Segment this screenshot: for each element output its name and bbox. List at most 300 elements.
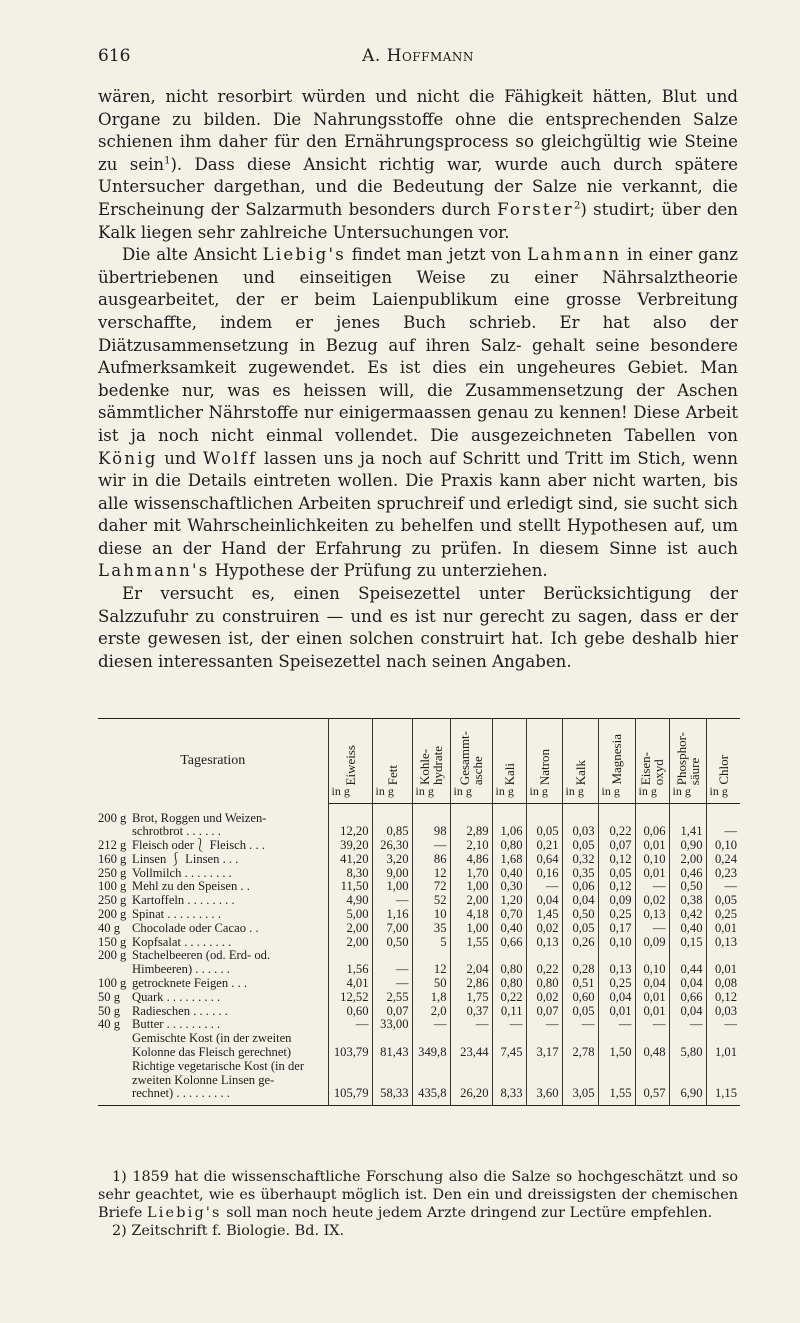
table-cell: 8,33 (492, 1087, 526, 1105)
table-cell: 5,00 (328, 908, 372, 922)
table-cell (598, 804, 635, 826)
table-cell: — (562, 1018, 598, 1032)
row-quantity: 100 g (98, 976, 127, 991)
column-label: Kohle- hydrate (417, 746, 445, 785)
row-label (98, 1074, 328, 1088)
table-cell: 0,02 (526, 991, 562, 1005)
row-food: schrotbrot . . . . . . (132, 824, 221, 839)
table-cell: 0,28 (562, 963, 598, 977)
table-cell: 0,12 (598, 880, 635, 894)
table-cell: 0,01 (635, 991, 669, 1005)
row-label (98, 825, 328, 839)
table-cell: 0,40 (492, 867, 526, 881)
row-quantity: 160 g (98, 851, 127, 866)
table-cell: 0,04 (669, 977, 706, 991)
table-cell (328, 1074, 372, 1088)
paragraph-2: Die alte Ansicht Liebig's findet man jetzt von Lahmann in einer ganz übertriebenen und einseitigen Weise zu einer Nährsalztheorie ausgearbeitet, der er beim Laienpublikum eine grosse Verbreitung verschaffte, indem er jenes Buch schrieb. Er hat also der Diätzusammensetzung in Bezug auf ihren Salz- gehalt seine besondere Aufmerksamkeit zugewendet. Es ist dies ein ungeheures Gebiet. Man bedenke nur, was es heissen will, die Zusammensetzung der Aschen sämmtlicher Nährstoffe nur einigermaassen genau zu kennen! Diese Arbeit ist ja noch nicht einmal vollendet. Die ausgezeichneten Tabellen von König und Wolff lassen uns ja noch auf Schritt und Tritt im Stich, wenn wir in die Details eintreten wollen. Die Praxis kann aber nicht warten, bis alle wissenschaftlichen Arbeiten spruchreif und erledigt sind, sie sucht sich daher mit Wahrscheinlichkeiten zu behelfen und stellt Hypothesen auf, um diese an der Hand der Erfahrung zu prüfen. In diesem Sinne ist auch Lahmann's Hypothese der Prüfung zu unterziehen. (98, 245, 739, 581)
table-cell: 1,45 (526, 908, 562, 922)
table-cell: 0,05 (562, 839, 598, 853)
table-cell (598, 949, 635, 963)
row-food: Gemischte Kost (in der zweiten (132, 1031, 292, 1046)
running-header (98, 46, 738, 68)
table-cell: — (635, 922, 669, 936)
table-cell: 0,60 (328, 1005, 372, 1019)
table-cell: 2,00 (328, 936, 372, 950)
body-text (98, 86, 738, 673)
table-cell: 0,44 (669, 963, 706, 977)
footnotes (98, 1168, 738, 1240)
table-cell (412, 1074, 450, 1088)
table-cell: 0,03 (562, 825, 598, 839)
row-food: Himbeeren) . . . . . . (132, 962, 230, 977)
table-cell: 41,20 (328, 853, 372, 867)
unit-label: in g (526, 785, 562, 804)
table-cell (492, 1074, 526, 1088)
table-cell (412, 1032, 450, 1046)
table-cell: 0,50 (669, 880, 706, 894)
table-cell (372, 949, 412, 963)
table-cell: 2,00 (328, 922, 372, 936)
table-cell (635, 804, 669, 826)
row-food: Stachelbeeren (od. Erd- od. (132, 948, 271, 963)
table-cell: 0,26 (562, 936, 598, 950)
row-label (98, 991, 328, 1005)
table-cell: 0,25 (706, 908, 740, 922)
footnote-1: 1) 1859 hat die wissenschaftliche Forschung also die Salze so hochgeschätzt und so sehr geachtet, wie es überhaupt möglich ist. Den ein und dreissigsten der chemischen Briefe Liebig's soll man noch heute jedem Arzte dringend zur Lectüre empfehlen. (98, 1169, 738, 1221)
column-label: Eisen- oxyd (638, 751, 666, 785)
table-cell (450, 1032, 492, 1046)
table-cell (492, 1060, 526, 1074)
table-cell: 1,75 (450, 991, 492, 1005)
table-cell: 2,00 (450, 894, 492, 908)
table-cell: 1,00 (372, 880, 412, 894)
paragraph-1: wären, nicht resorbirt würden und nicht die Fähigkeit hätten, Blut und Organe zu bilden. Die Nahrungsstoffe ohne die entsprechenden Salze schienen ihm daher für den Ernährungsprocess so gleichgültig wie Steine zu sein$^1$). Dass diese Ansicht richtig war, wurde auch durch spätere Untersucher dargethan, und die Bedeutung der Salze nie verkannt, die Erscheinung der Salzarmuth besonders durch Forster$^2$) studirt; über den Kalk liegen sehr zahlreiche Untersuchungen vor. (98, 87, 738, 242)
table-cell: 0,01 (635, 867, 669, 881)
unit-label: in g (562, 785, 598, 804)
column-header (526, 719, 562, 786)
table-cell: 0,22 (526, 963, 562, 977)
table-cell: 4,01 (328, 977, 372, 991)
table-cell: 2,00 (669, 853, 706, 867)
table-cell: 0,04 (635, 977, 669, 991)
table-cell: — (372, 963, 412, 977)
table-cell: 12,20 (328, 825, 372, 839)
table-cell: — (706, 825, 740, 839)
row-label (98, 922, 328, 936)
table-cell: 52 (412, 894, 450, 908)
table-cell: 7,45 (492, 1046, 526, 1060)
table-cell: 7,00 (372, 922, 412, 936)
table-row (98, 853, 740, 867)
table-cell: 86 (412, 853, 450, 867)
table-cell: 0,90 (669, 839, 706, 853)
table-cell (492, 804, 526, 826)
table-cell (526, 1060, 562, 1074)
column-header (372, 719, 412, 786)
table-cell (635, 1060, 669, 1074)
table-cell: 0,03 (706, 1005, 740, 1019)
table-row (98, 1060, 740, 1074)
table-cell: — (412, 1018, 450, 1032)
table-cell: 0,10 (635, 963, 669, 977)
row-label (98, 894, 328, 908)
table-cell (492, 1032, 526, 1046)
table-row (98, 804, 740, 826)
table-cell: 0,23 (706, 867, 740, 881)
table-cell: 0,06 (635, 825, 669, 839)
table-row (98, 1032, 740, 1046)
table-cell: 0,48 (635, 1046, 669, 1060)
row-food: Mehl zu den Speisen . . (132, 879, 250, 894)
table-cell: 1,56 (328, 963, 372, 977)
column-header (328, 719, 372, 786)
table-cell: 0,24 (706, 853, 740, 867)
table-cell: 0,07 (526, 1005, 562, 1019)
table-cell: 50 (412, 977, 450, 991)
table-cell: 0,13 (598, 963, 635, 977)
table-cell: 5 (412, 936, 450, 950)
row-food: Kopfsalat . . . . . . . . (132, 934, 232, 949)
column-header (706, 719, 740, 786)
table-cell: 98 (412, 825, 450, 839)
table-cell: 0,17 (598, 922, 635, 936)
table-cell (562, 1032, 598, 1046)
row-food: Linsen ⎰ Linsen . . . (132, 851, 239, 866)
unit-label: in g (492, 785, 526, 804)
row-food: Richtige vegetarische Kost (in der (132, 1058, 305, 1073)
table-cell: 0,22 (598, 825, 635, 839)
table-cell: 39,20 (328, 839, 372, 853)
row-label (98, 908, 328, 922)
table-cell: 0,12 (598, 853, 635, 867)
table-cell: 0,60 (562, 991, 598, 1005)
unit-label: in g (669, 785, 706, 804)
table-cell: 0,21 (526, 839, 562, 853)
table-cell: 1,50 (598, 1046, 635, 1060)
table-cell: — (669, 1018, 706, 1032)
author-name-liebig: Liebig's (262, 245, 346, 265)
table-cell (526, 949, 562, 963)
table-cell: 1,00 (450, 880, 492, 894)
table-cell (635, 1074, 669, 1088)
table-cell: 11,50 (328, 880, 372, 894)
table-cell: 0,38 (669, 894, 706, 908)
table-cell: — (635, 1018, 669, 1032)
table-cell: 0,01 (598, 1005, 635, 1019)
row-quantity: 40 g (98, 1017, 121, 1032)
column-header (635, 719, 669, 786)
column-label: Kalk (572, 759, 588, 785)
table-cell: 23,44 (450, 1046, 492, 1060)
table-cell: 105,79 (328, 1087, 372, 1105)
table-row (98, 894, 740, 908)
table-cell: 0,10 (706, 839, 740, 853)
table-cell: 0,04 (669, 1005, 706, 1019)
table-cell: 0,37 (450, 1005, 492, 1019)
table-cell (328, 1032, 372, 1046)
table-cell: 10 (412, 908, 450, 922)
table-cell: 1,20 (492, 894, 526, 908)
table-cell (372, 1060, 412, 1074)
row-label (98, 1005, 328, 1019)
table-cell: 0,01 (635, 839, 669, 853)
table-cell: 0,15 (669, 936, 706, 950)
table-row (98, 867, 740, 881)
table-cell: 1,00 (450, 922, 492, 936)
author-name-forster: Forster (497, 199, 574, 219)
row-label (98, 1018, 328, 1032)
table-row (98, 936, 740, 950)
table-cell: 81,43 (372, 1046, 412, 1060)
row-label (98, 1046, 328, 1060)
table-cell (450, 804, 492, 826)
column-header (562, 719, 598, 786)
footnote-author-liebig: Liebig's (147, 1205, 222, 1221)
author-name-koenig: König (98, 448, 158, 468)
table-row (98, 1018, 740, 1032)
table-cell: 0,80 (492, 977, 526, 991)
row-label (98, 949, 328, 963)
table-cell: 0,06 (562, 880, 598, 894)
table-cell: 0,08 (706, 977, 740, 991)
table-cell: 0,04 (526, 894, 562, 908)
table-cell: 0,42 (669, 908, 706, 922)
table-cell: 0,25 (598, 977, 635, 991)
table-cell: 0,51 (562, 977, 598, 991)
table-cell (635, 1032, 669, 1046)
table-row (98, 839, 740, 853)
row-food: Chocolade oder Cacao . . (132, 920, 259, 935)
table-cell: 9,00 (372, 867, 412, 881)
row-food: rechnet) . . . . . . . . . (132, 1086, 230, 1101)
footnote-2: 2) Zeitschrift f. Biologie. Bd. IX. (112, 1223, 345, 1239)
table-cell: 0,02 (526, 922, 562, 936)
table-cell: 3,05 (562, 1087, 598, 1105)
row-quantity: 200 g (98, 810, 127, 825)
table-cell: 26,20 (450, 1087, 492, 1105)
table-cell: — (328, 1018, 372, 1032)
row-quantity: 200 g (98, 948, 127, 963)
table-cell: 4,86 (450, 853, 492, 867)
table-cell (635, 949, 669, 963)
row-label (98, 867, 328, 881)
table-cell: 0,80 (492, 839, 526, 853)
table-cell (526, 1074, 562, 1088)
table-cell: 349,8 (412, 1046, 450, 1060)
table-cell (450, 1074, 492, 1088)
row-food: Kolonne das Fleisch gerechnet) (132, 1045, 292, 1060)
unit-label: in g (635, 785, 669, 804)
table-cell: 0,40 (669, 922, 706, 936)
table-cell: 0,05 (526, 825, 562, 839)
table-cell: 0,70 (492, 908, 526, 922)
table-row (98, 963, 740, 977)
table-cell (492, 949, 526, 963)
table-cell (372, 1074, 412, 1088)
row-label (98, 880, 328, 894)
table-cell: 2,78 (562, 1046, 598, 1060)
row-food: Spinat . . . . . . . . . (132, 907, 221, 922)
table-cell (598, 1032, 635, 1046)
table-cell: 0,12 (706, 991, 740, 1005)
table-cell (706, 1032, 740, 1046)
table-cell: 0,04 (598, 991, 635, 1005)
row-food: Quark . . . . . . . . . (132, 989, 221, 1004)
table-cell: 0,10 (635, 853, 669, 867)
table-row (98, 908, 740, 922)
table-cell: 0,46 (669, 867, 706, 881)
table-cell (562, 949, 598, 963)
table-cell: 3,60 (526, 1087, 562, 1105)
table-cell: 12,52 (328, 991, 372, 1005)
table-cell: 12 (412, 867, 450, 881)
table-cell: 2,55 (372, 991, 412, 1005)
diet-table (98, 718, 740, 1106)
table-cell: 0,32 (562, 853, 598, 867)
table-cell: 0,66 (669, 991, 706, 1005)
table-cell (669, 1032, 706, 1046)
table-cell: 0,01 (706, 922, 740, 936)
row-header: Tagesration (98, 719, 328, 804)
table-cell (412, 804, 450, 826)
table-cell: 1,41 (669, 825, 706, 839)
row-label (98, 1060, 328, 1074)
table-row (98, 949, 740, 963)
table-cell (328, 949, 372, 963)
row-label (98, 804, 328, 826)
row-quantity: 50 g (98, 989, 121, 1004)
table-cell: 12 (412, 963, 450, 977)
table-cell: — (526, 1018, 562, 1032)
column-header (598, 719, 635, 786)
page-number: 616 (98, 46, 131, 66)
author-name-wolff: Wolff (202, 448, 258, 468)
table-cell (328, 804, 372, 826)
table-cell: — (412, 839, 450, 853)
table-cell (372, 1032, 412, 1046)
footnote-ref-1: 1 (164, 155, 171, 167)
row-food: Fleisch oder⎱ Fleisch . . . (132, 838, 265, 853)
table-cell: 3,17 (526, 1046, 562, 1060)
table-cell: 0,13 (526, 936, 562, 950)
table-cell: 35 (412, 922, 450, 936)
column-header (412, 719, 450, 786)
paragraph-3: Er versucht es, einen Speisezettel unter Berücksichtigung der Salzzufuhr zu construiren — und es ist nur gerecht zu sagen, dass er der erste gewesen ist, der einen solchen construirt hat. Ich gebe deshalb hier diesen interessanten Speisezettel nach seinen Angaben. (98, 584, 738, 671)
running-title: A. Hoffmann (362, 46, 474, 66)
table-cell (372, 804, 412, 826)
table-cell (669, 804, 706, 826)
table-cell: 58,33 (372, 1087, 412, 1105)
table-cell (412, 949, 450, 963)
column-label: Gesammt- asche (457, 730, 485, 785)
table-cell (450, 1060, 492, 1074)
column-header (492, 719, 526, 786)
table-cell: 0,85 (372, 825, 412, 839)
row-quantity: 100 g (98, 879, 127, 894)
table-cell (706, 1074, 740, 1088)
table-cell: 2,89 (450, 825, 492, 839)
table-cell: 26,30 (372, 839, 412, 853)
row-food: Vollmilch . . . . . . . . (132, 865, 232, 880)
row-label (98, 839, 328, 853)
table-cell: 0,16 (526, 867, 562, 881)
table-cell (706, 804, 740, 826)
table-cell (328, 1060, 372, 1074)
table-cell: 0,66 (492, 936, 526, 950)
table-cell: — (526, 880, 562, 894)
row-food: getrocknete Feigen . . . (132, 976, 248, 991)
table-cell (706, 1060, 740, 1074)
table-cell (562, 804, 598, 826)
table-cell: 0,02 (635, 894, 669, 908)
unit-label: in g (412, 785, 450, 804)
table-cell: — (450, 1018, 492, 1032)
table-cell: 8,30 (328, 867, 372, 881)
table-cell: 0,05 (562, 1005, 598, 1019)
unit-label: in g (706, 785, 740, 804)
table-cell: 1,16 (372, 908, 412, 922)
table-cell: 0,50 (562, 908, 598, 922)
table-cell (412, 1060, 450, 1074)
row-quantity: 212 g (98, 838, 127, 853)
table-cell: 1,70 (450, 867, 492, 881)
row-label (98, 853, 328, 867)
table-cell: 2,0 (412, 1005, 450, 1019)
table-cell (598, 1060, 635, 1074)
column-label: Fett (384, 764, 400, 785)
row-quantity: 250 g (98, 893, 127, 908)
author-name-lahmann-2: Lahmann's (98, 561, 210, 581)
table-cell: 33,00 (372, 1018, 412, 1032)
table-cell: 0,05 (706, 894, 740, 908)
unit-label: in g (372, 785, 412, 804)
table-cell: 0,57 (635, 1087, 669, 1105)
footnote-ref-2: 2 (573, 200, 581, 212)
table-row (98, 825, 740, 839)
row-label (98, 963, 328, 977)
row-quantity: 50 g (98, 1003, 121, 1018)
row-label (98, 977, 328, 991)
table-cell: 2,10 (450, 839, 492, 853)
column-label: Kali (501, 762, 517, 785)
table-cell: — (598, 1018, 635, 1032)
table-cell: 4,90 (328, 894, 372, 908)
table-cell: — (706, 1018, 740, 1032)
table-row (98, 1087, 740, 1105)
table-cell (450, 949, 492, 963)
table-row (98, 880, 740, 894)
table-cell (526, 804, 562, 826)
table-row (98, 922, 740, 936)
row-label (98, 936, 328, 950)
table-cell: 0,01 (706, 963, 740, 977)
row-quantity: 40 g (98, 920, 121, 935)
table-cell (706, 949, 740, 963)
table-cell: — (372, 894, 412, 908)
column-label: Natron (536, 748, 552, 785)
unit-label: in g (450, 785, 492, 804)
table-cell (669, 949, 706, 963)
table-cell: 0,25 (598, 908, 635, 922)
table-cell: 0,05 (598, 867, 635, 881)
table-cell: 1,8 (412, 991, 450, 1005)
table-cell (669, 1074, 706, 1088)
table-cell: 103,79 (328, 1046, 372, 1060)
table-cell: 0,11 (492, 1005, 526, 1019)
table-cell: 0,40 (492, 922, 526, 936)
column-label: Chlor (715, 755, 731, 785)
table-cell: 0,04 (562, 894, 598, 908)
